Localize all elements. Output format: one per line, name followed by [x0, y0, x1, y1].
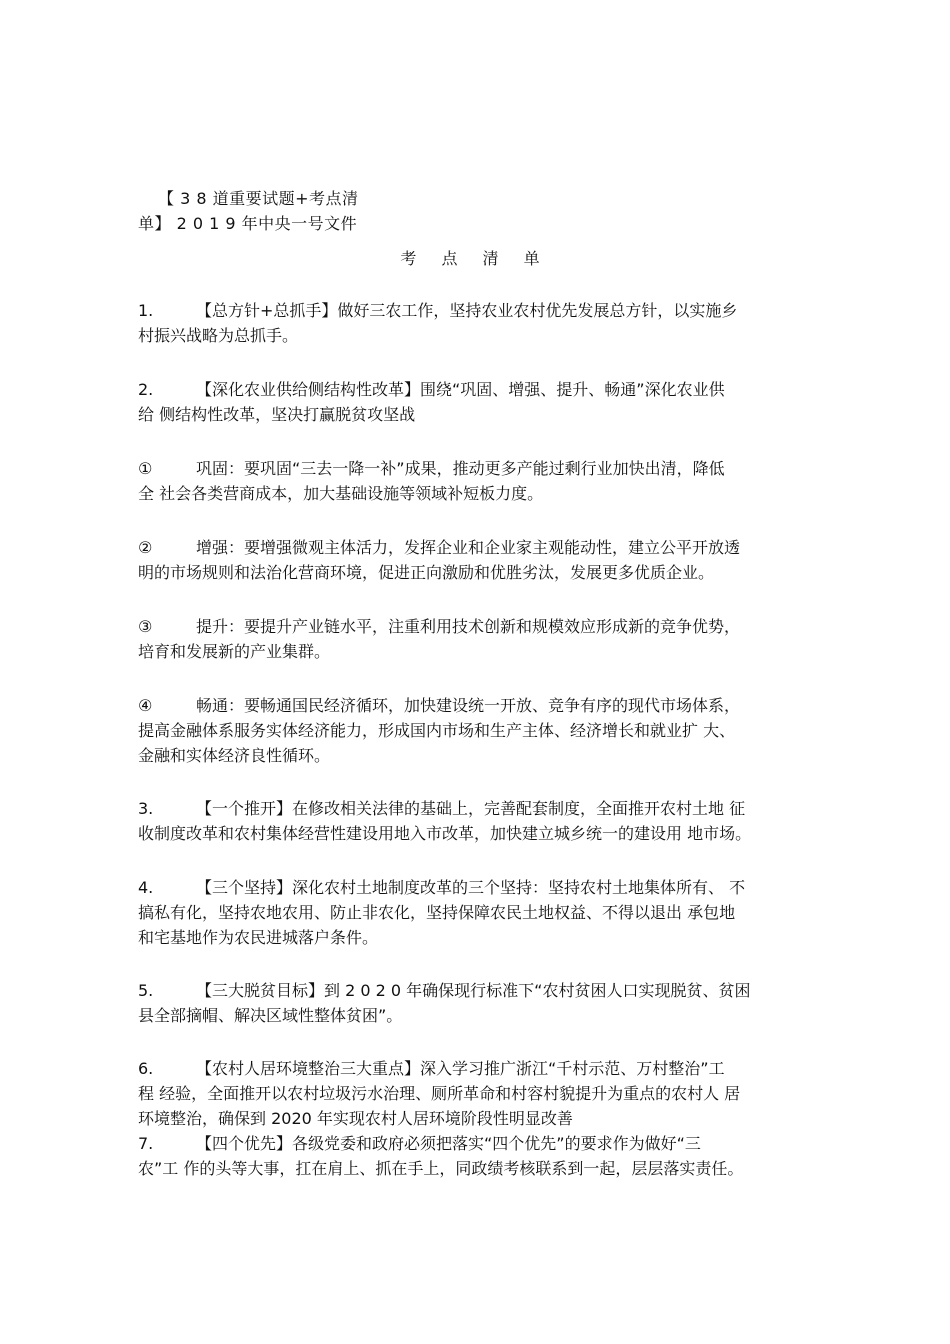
text-line: 搞私有化，坚持农地农用、防止非农化，坚持保障农民土地权益、不得以退出 承包地 — [138, 903, 736, 922]
paragraph-7 — [138, 1131, 810, 1181]
item-number: ① — [138, 459, 153, 478]
text-line: 环境整治，确保到 2020 年实现农村人居环境阶段性明显改善 — [138, 1109, 573, 1128]
paragraph-smooth — [138, 693, 810, 768]
text-line: 农”工 作的头等大事，扛在肩上、抓在手上，同政绩考核联系到一起，层层落实责任。 — [138, 1159, 744, 1178]
document-title-line-1: 【 3 8 道重要试题+考点清 — [158, 189, 359, 208]
paragraph-1 — [138, 298, 810, 348]
item-number: 2. — [138, 380, 154, 399]
item-number: 3. — [138, 799, 154, 818]
item-number: 5. — [138, 981, 154, 1000]
paragraph-2 — [138, 377, 810, 427]
text-line: 县全部摘帽、解决区域性整体贫困”。 — [138, 1006, 403, 1025]
text-line: 培育和发展新的产业集群。 — [138, 642, 331, 661]
text-line: 巩固：要巩固“三去一降一补”成果，推动更多产能过剩行业加快出清，降低 — [196, 459, 725, 478]
text-line: 给 侧结构性改革，坚决打赢脱贫攻坚战 — [138, 405, 416, 424]
text-line: 收制度改革和农村集体经营性建设用地入市改革，加快建立城乡统一的建设用 地市场。 — [138, 824, 752, 843]
text-line: 【三个坚持】深化农村土地制度改革的三个坚持：坚持农村土地集体所有、 不 — [196, 878, 746, 897]
text-line: 【四个优先】各级党委和政府必须把落实“四个优先”的要求作为做好“三 — [196, 1134, 701, 1153]
text-line: 【总方针+总抓手】做好三农工作，坚持农业农村优先发展总方针，以实施乡 — [196, 301, 738, 320]
text-line: 明的市场规则和法治化营商环境，促进正向激励和优胜劣汰，发展更多优质企业。 — [138, 563, 715, 582]
text-line: 【深化农业供给侧结构性改革】围绕“巩固、增强、提升、畅通”深化农业供 — [196, 380, 725, 399]
paragraph-consolidate — [138, 456, 810, 506]
text-line: 提高金融体系服务实体经济能力，形成国内市场和生产主体、经济增长和就业扩 大、 — [138, 721, 736, 740]
item-number: ③ — [138, 617, 153, 636]
text-line: 金融和实体经济良性循环。 — [138, 746, 331, 765]
text-line: 【三大脱贫目标】到 2 0 2 0 年确保现行标准下“农村贫困人口实现脱贫、贫困 — [196, 981, 751, 1000]
item-number: 6. — [138, 1059, 154, 1078]
text-line: 【农村人居环境整治三大重点】深入学习推广浙江“千村示范、万村整治”工 — [196, 1059, 725, 1078]
paragraph-4 — [138, 875, 810, 950]
text-line: 村振兴战略为总抓手。 — [138, 326, 299, 345]
text-line: 【一个推开】在修改相关法律的基础上，完善配套制度，全面推开农村土地 征 — [196, 799, 746, 818]
text-line: 程 经验，全面推开以农村垃圾污水治理、厕所革命和村容村貌提升为重点的农村人 居 — [138, 1084, 741, 1103]
paragraph-strengthen — [138, 535, 810, 585]
item-number: ④ — [138, 696, 153, 715]
item-number: ② — [138, 538, 153, 557]
text-line: 增强：要增强微观主体活力，发挥企业和企业家主观能动性，建立公平开放透 — [196, 538, 741, 557]
paragraph-upgrade — [138, 614, 810, 664]
text-line: 畅通：要畅通国民经济循环，加快建设统一开放、竞争有序的现代市场体系， — [196, 696, 741, 715]
section-heading: 考 点 清 单 — [400, 249, 550, 268]
item-number: 4. — [138, 878, 154, 897]
paragraph-6 — [138, 1056, 810, 1131]
paragraph-3 — [138, 796, 810, 846]
item-number: 1. — [138, 301, 154, 320]
item-number: 7. — [138, 1134, 154, 1153]
text-line: 和宅基地作为农民进城落户条件。 — [138, 928, 379, 947]
paragraph-5 — [138, 978, 810, 1028]
text-line: 提升：要提升产业链水平，注重利用技术创新和规模效应形成新的竞争优势， — [196, 617, 741, 636]
text-line: 全 社会各类营商成本，加大基础设施等领域补短板力度。 — [138, 484, 544, 503]
document-title-line-2: 单】 2 0 1 9 年中央一号文件 — [138, 214, 358, 233]
